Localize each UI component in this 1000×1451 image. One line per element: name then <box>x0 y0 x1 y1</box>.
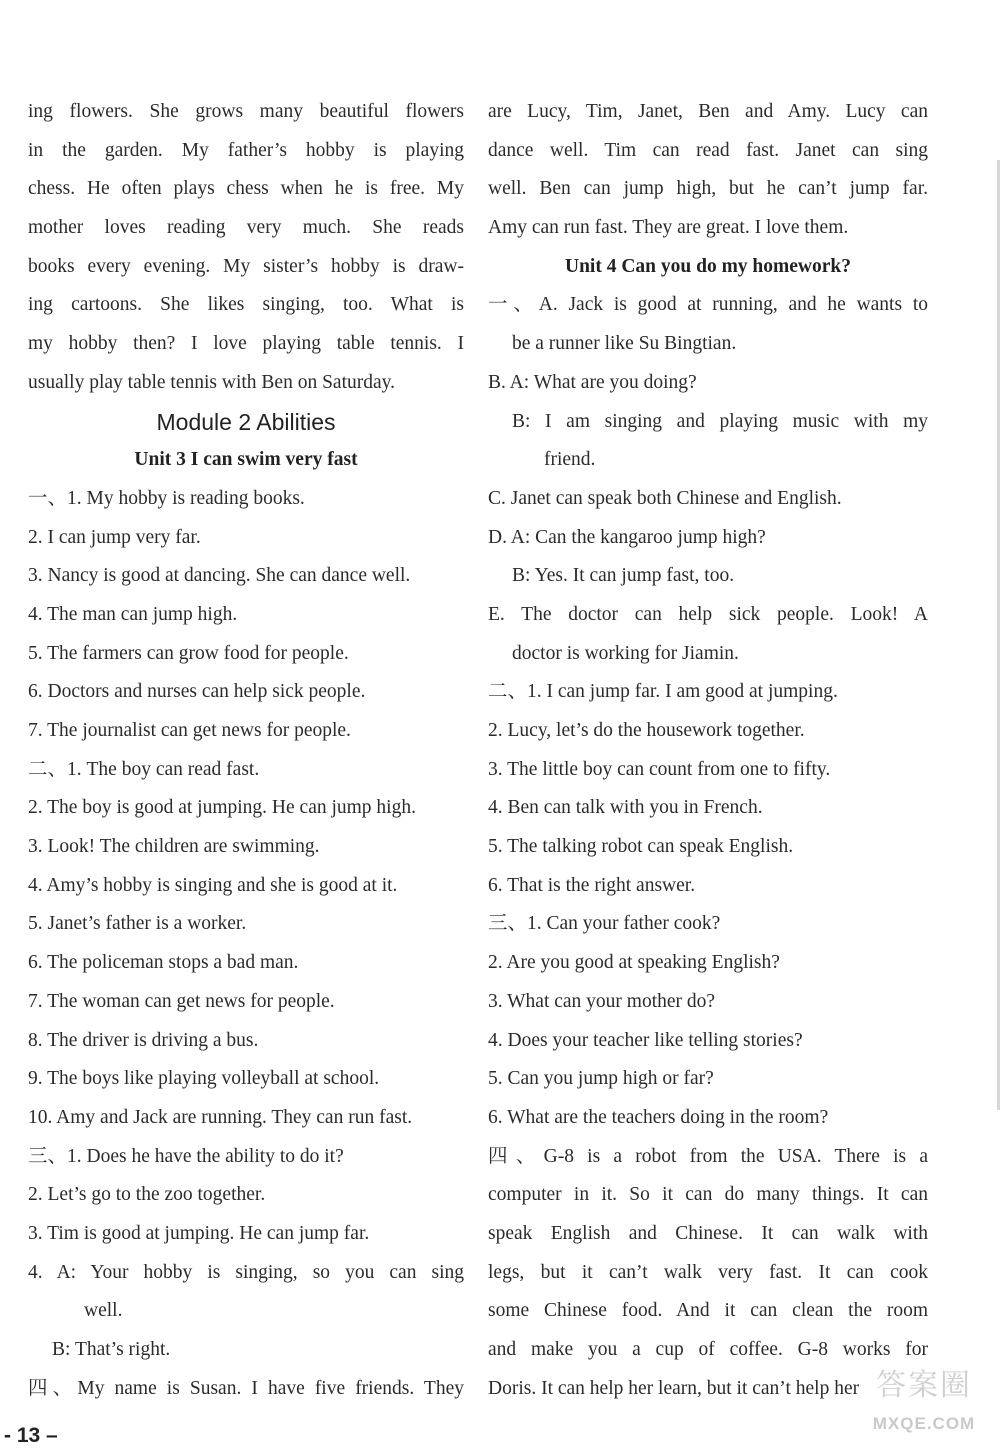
text-line: 6. That is the right answer. <box>488 874 696 896</box>
text-line: B: I am singing and playing music with my <box>512 410 928 432</box>
left-column <box>28 93 464 1408</box>
text-line: 6. The policeman stops a bad man. <box>28 952 299 974</box>
text-line: 9. The boys like playing volleyball at school. <box>28 1068 380 1090</box>
text-line: Amy can run fast. They are great. I love them. <box>488 217 849 239</box>
text-line: D. A: Can the kangaroo jump high? <box>488 526 766 548</box>
text-line: 四、My name is Susan. I have five friends. They <box>28 1377 464 1399</box>
text-line: 一、A. Jack is good at running, and he wants to <box>488 294 928 316</box>
text-line: 2. Lucy, let’s do the housework together. <box>488 720 805 741</box>
text-line: 4. The man can jump high. <box>28 603 238 625</box>
text-line: 3. The little boy can count from one to fifty. <box>488 758 831 780</box>
text-line: 10. Amy and Jack are running. They can run fast. <box>28 1106 413 1128</box>
text-line: legs, but it can’t walk very fast. It can cook <box>488 1261 928 1283</box>
text-line: 2. Let’s go to the zoo together. <box>28 1184 266 1206</box>
text-line: 三、1. Can your father cook? <box>488 913 721 935</box>
text-line: 6. What are the teachers doing in the room? <box>488 1106 829 1128</box>
text-line: E. The doctor can help sick people. Look! A <box>488 603 928 625</box>
text-line: 2. The boy is good at jumping. He can jump high. <box>28 797 416 819</box>
text-line: 二、1. I can jump far. I am good at jumping. <box>488 681 838 703</box>
text-line: 3. Look! The children are swimming. <box>28 836 320 858</box>
unit-heading: Unit 4 Can you do my homework? <box>564 255 852 277</box>
text-line: doctor is working for Jiamin. <box>512 642 739 664</box>
text-line: 一、1. My hobby is reading books. <box>28 487 305 509</box>
text-line: 7. The woman can get news for people. <box>28 990 335 1012</box>
text-line: 5. The talking robot can speak English. <box>488 836 794 858</box>
text-line: 4. A: Your hobby is singing, so you can sing <box>28 1261 464 1283</box>
text-line: some Chinese food. And it can clean the room <box>488 1300 928 1322</box>
text-line: are Lucy, Tim, Janet, Ben and Amy. Lucy can <box>488 101 928 122</box>
text-line: 2. I can jump very far. <box>28 526 201 548</box>
text-line: 3. What can your mother do? <box>488 990 716 1012</box>
text-line: ing cartoons. She likes singing, too. What is <box>28 294 464 316</box>
unit-heading: Unit 3 I can swim very fast <box>134 449 358 471</box>
text-line: 4. Amy’s hobby is singing and she is good at it. <box>28 874 398 896</box>
text-line: 5. The farmers can grow food for people. <box>28 642 349 664</box>
text-line: 5. Can you jump high or far? <box>488 1068 714 1090</box>
text-line: mother loves reading very much. She reads <box>28 217 464 239</box>
text-line: and make you a cup of coffee. G-8 works for <box>488 1339 928 1360</box>
text-line: 3. Tim is good at jumping. He can jump far. <box>28 1222 370 1244</box>
text-line: my hobby then? I love playing table tennis. I <box>28 333 464 355</box>
text-line: Doris. It can help her learn, but it can’t help her <box>488 1377 860 1399</box>
text-line: B: Yes. It can jump fast, too. <box>512 565 735 587</box>
text-line: well. Ben can jump high, but he can’t jump far. <box>488 178 928 200</box>
text-line: ing flowers. She grows many beautiful flowers <box>28 101 464 122</box>
text-line: books every evening. My sister’s hobby is draw- <box>28 255 464 277</box>
module-heading: Module 2 Abilities <box>156 408 336 435</box>
text-line: usually play table tennis with Ben on Saturday. <box>28 371 396 393</box>
text-line: well. <box>84 1300 123 1322</box>
text-line: 4. Does your teacher like telling stories? <box>488 1029 803 1051</box>
watermark-text: MXQE.COM <box>872 1414 976 1433</box>
text-line: be a runner like Su Bingtian. <box>512 333 737 355</box>
watermark-glyphs: 答案圈 <box>876 1368 972 1403</box>
text-line: 7. The journalist can get news for people. <box>28 720 351 741</box>
text-line: 3. Nancy is good at dancing. She can dance well. <box>28 565 411 587</box>
text-line: 6. Doctors and nurses can help sick people. <box>28 681 366 703</box>
text-line: 三、1. Does he have the ability to do it? <box>28 1145 344 1167</box>
text-line: 2. Are you good at speaking English? <box>488 952 780 974</box>
text-line: friend. <box>544 449 596 471</box>
watermark-logo <box>854 1358 994 1434</box>
text-line: computer in it. So it can do many things. It can <box>488 1184 928 1206</box>
text-line: 5. Janet’s father is a worker. <box>28 913 247 935</box>
right-column <box>488 93 928 1408</box>
text-line: B. A: What are you doing? <box>488 371 697 393</box>
text-line: C. Janet can speak both Chinese and English. <box>488 487 842 509</box>
text-line: 二、1. The boy can read fast. <box>28 758 260 780</box>
text-line: 8. The driver is driving a bus. <box>28 1029 259 1051</box>
text-line: speak English and Chinese. It can walk with <box>488 1222 928 1244</box>
page-number: - 13 – <box>4 1424 58 1447</box>
text-line: dance well. Tim can read fast. Janet can sing <box>488 139 928 161</box>
text-line: 4. Ben can talk with you in French. <box>488 797 763 819</box>
text-line: chess. He often plays chess when he is free. My <box>28 178 464 200</box>
text-line: in the garden. My father’s hobby is playing <box>28 139 464 161</box>
text-line: B: That’s right. <box>52 1339 171 1360</box>
text-line: 四、G-8 is a robot from the USA. There is a <box>488 1145 928 1167</box>
